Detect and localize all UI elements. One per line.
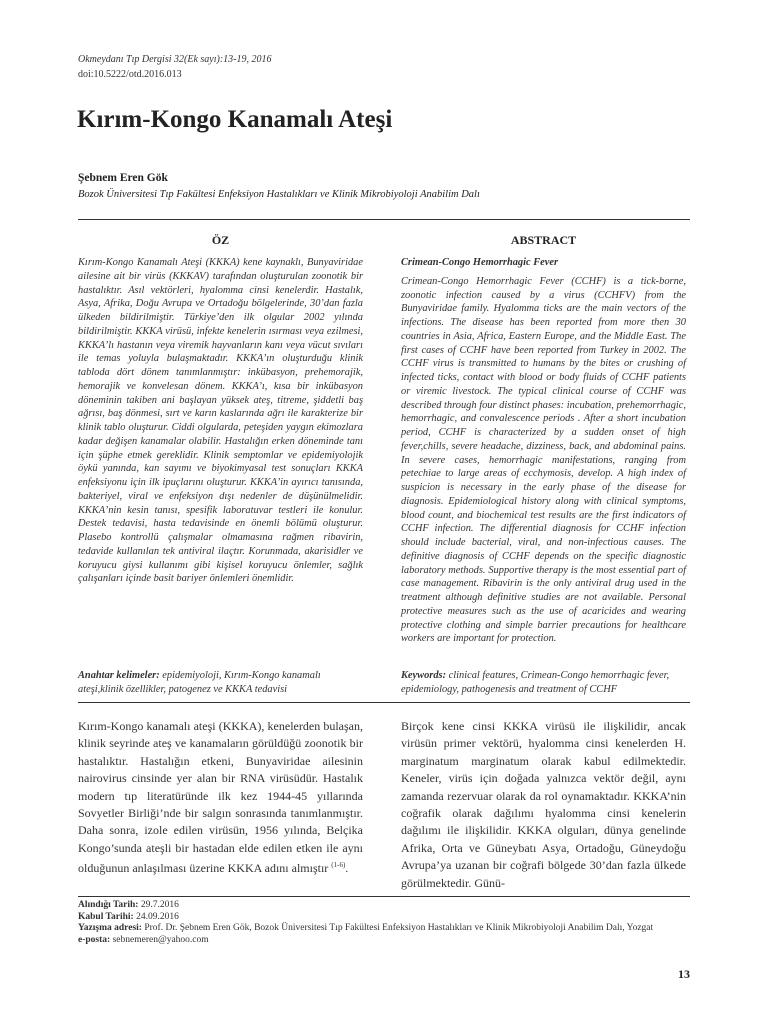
body-right-column: Birçok kene cinsi KKKA virüsü ile ilişkilidir, ancak virüsün primer vektörü, hyalomma cinsi kenelerden H. marginatum marginatum olarak kabul edilmektedir. Keneler, virüs için doğada yalnızca vektör değil, aynı zamanda rezervuar olarak da rol oynamaktadır. KKKA’nin coğrafik olarak dağılımı hyalomma cinsi kenelerin dağılımı ile ilişkilidir. KKKA olguları, dünya genelinde Afrika, Orta ve Güneybatı Asya, Ortadoğu, Güneydoğu Avrupa’ya uzanan bir coğrafi bölgede 30’dan fazla ülkede görülmektedir. Günü- <box>401 719 686 890</box>
abstract-text: Crimean-Congo Hemorrhagic Fever (CCHF) is a tick-borne, zoonotic infection caused by a virus (CCHFV) from the Bunyaviridae family. Hyalomma ticks are the main vectors of the infections. The disease has been reported from more then 30 countries in Asia, Africa, Eastern Europe, and the Middle East. The first cases of CCHF have been reported from Turkey in 2002. The CCHF virus is transmitted to humans by the bites or crushing of infected ticks, contact with blood or body fluids of CCHF patients or viremic livestock. The typical clinical course of CCHF was described through four distinct phases: incubation, prehemorrhagic, hemorrhagic, and convalescence periods . After a short incubation period, CCHF is characterized by a sudden onset of high fever,chills, severe headache, dizziness, back, and abdominal pains. In severe cases, hemorrhagic manifestations, ranging from petechiae to large areas of ecchymosis, develop. A high index of suspicion is necessary in the early phase of the disease for diagnosis. Epidemiological history along with clinical symptoms, blood count, and biochemical test results are the first indicators of CCHF infection. The differential diagnosis for CCHF infection should include bacterial, viral, and non-infectious causes. The definitive diagnosis of CCHF depends on the specific diagnostic laboratory methods. Supportive therapy is the most essential part of case management. Ribavirin is the only antiviral drug used in the treatment although definitive studies are not available. Personal protective measures such as the use of acaricides and wearing protective clothing and simple barrier precautions for healthcare workers are important for protection. <box>401 275 686 645</box>
author-affiliation: Bozok Üniversitesi Tıp Fakültesi Enfeksiyon Hastalıkları ve Klinik Mikrobiyoloji Anabilim Dalı <box>78 189 480 200</box>
citation-ref: (1-6) <box>331 861 346 870</box>
oz-heading: ÖZ <box>211 233 230 247</box>
abstract-keywords <box>401 669 686 697</box>
abstract-keywords-label: Keywords: <box>401 670 447 681</box>
abstract-block <box>401 256 686 646</box>
journal-citation: Okmeydanı Tıp Dergisi 32(Ek sayı):13-19, 2016 <box>78 54 272 65</box>
footer-rule <box>78 896 690 897</box>
body-left-end: . <box>345 861 349 876</box>
abstract-keywords-text: clinical features, Crimean-Congo hemorrhagic fever, epidemiology, pathogenesis and treatment of CCHF <box>401 670 670 695</box>
top-rule <box>78 219 690 220</box>
oz-text: Kırım-Kongo Kanamalı Ateşi (KKKA) kene kaynaklı, Bunyaviridae ailesine ait bir virüs (KKKAV) tarafından oluşturulan zoonotik bir hastalıktır. Asıl vektörleri, hyalomma cinsi kenelerdir. Hastalık, Asya, Afrika, Doğu Avrupa ve Ortadoğu bölgelerinde, 30’dan fazla ülkeden bildirilmiştir. Türkiye’den ilk olgular 2002 yılında bildirilmiştir. KKKA virüsü, infekte kenelerin ısırması veya ezilmesi, KKKA’lı hastanın veya viremik hayvanların kanı veya vücut sıvıları ile temas yoluyla bulaşmaktadır. KKKA’ın oluşturduğu klinik tabloda dört dönem tanımlanmıştır: inkübasyon, prehemorajik, hemorajik ve konvelesan dönem. KKKA’ı, kısa bir inkübasyon döneminin takiben ani başlayan yüksek ateş, titreme, şiddetli baş ağrısı, baş dönmesi, sırt ve karın kaslarında ağrı ile karakterize bir klinik tablo oluşturur. Ciddi olgularda, peteşiden yaygın ekimozlara kadar değişen kanamalar olabilir. Hastalığın erken döneminde tanı için şüphe etmek gereklidir. Klinik semptomlar ve epidemiyolojik öykü yanında, kan sayımı ve biyokimyasal test sonuçları KKKA enfeksiyonu için ilk ipuçlarını oluşturur. KKKA’in ayırıcı tanısında, bakteriyel, viral ve enfeksiyon dışı nedenler de düşünülmelidir. KKKA’nin kesin tanısı, spesifik laboratuvar testleri ile konulur. Destek tedavisi, hasta tedavisinde en önemli bölümü oluşturur. Plasebo kontrollü çalışmalar olmamasına rağmen ribavirin, tedavide kullanılan tek antiviral ilaçtır. Korunmada, akarisidler ve koruyucu giysi kullanımı gibi kişisel koruyucu önlemler, sağlık çalışanları içinde basit bariyer önlemleri önemlidir. <box>78 257 363 585</box>
article-title: Kırım-Kongo Kanamalı Ateşi <box>77 106 393 133</box>
doi: doi:10.5222/otd.2016.013 <box>78 69 182 80</box>
article-meta <box>78 900 653 946</box>
oz-keywords-label: Anahtar kelimeler: <box>78 670 160 681</box>
abstract-heading: ABSTRACT <box>510 233 577 247</box>
abstract-bottom-rule <box>78 702 690 703</box>
received-date: Alındığı Tarih: 29.7.2016 <box>78 900 179 910</box>
accepted-date: Kabul Tarihi: 24.09.2016 <box>78 911 179 922</box>
page-number: 13 <box>678 967 690 981</box>
body-left-text: Kırım-Kongo kanamalı ateşi (KKKA), kenelerden bulaşan, klinik seyrinde ateş ve kanamaların görüldüğü zoonotik bir hastalıktır. Hastalığın etkeni, Bunyaviridae ailesinin nairovirus cinsinde yer alan bir RNA virüsüdür. Hastalık modern tıp literatüründe ilk kez 1944-45 yıllarında Sovyetler Birliği’nde bir salgın sonrasında tanımlanmıştır. Daha sonra, izole edilen virüsün, 1956 yılında, Belçika Kongo’sunda ateşli bir hastadan elde edilen etken ile aynı olduğunun anlaşılması üzerine KKKA adını almıştır <box>78 719 363 876</box>
correspondence-address: Yazışma adresi: Prof. Dr. Şebnem Eren Gök, Bozok Üniversitesi Tıp Fakültesi Enfeksiyon Hastalıkları ve Klinik Mikrobiyoloji Anabilim Dalı, Yozgat <box>78 923 654 933</box>
author-name: Şebnem Eren Gök <box>78 172 168 184</box>
abstract-subtitle: Crimean-Congo Hemorrhagic Fever <box>401 257 559 268</box>
oz-keywords-text: epidemiyoloji, Kırım-Kongo kanamalı ateşi,klinik özellikler, patogenez ve KKKA tedavisi <box>78 670 321 695</box>
body-left-column <box>78 718 363 878</box>
oz-keywords <box>78 669 363 697</box>
email: e-posta: sebnemeren@yahoo.com <box>78 934 209 945</box>
